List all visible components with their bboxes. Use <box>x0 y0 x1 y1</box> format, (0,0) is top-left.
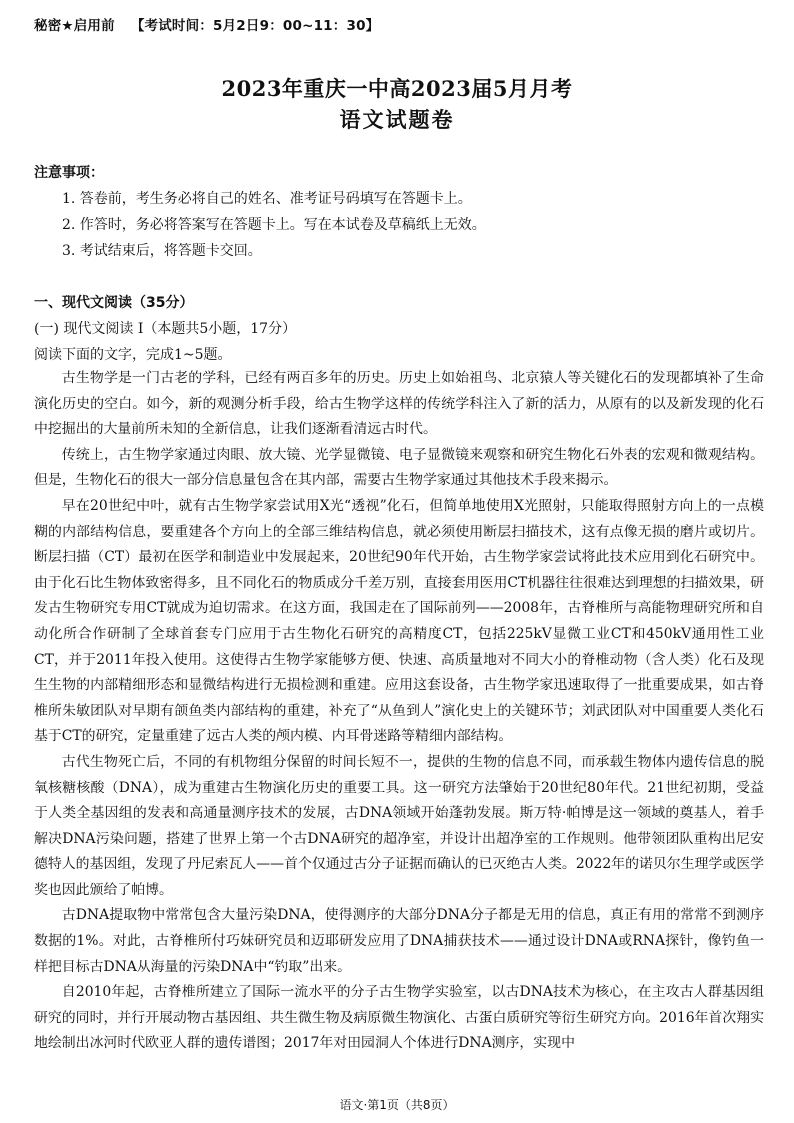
note-item: 2. 作答时，务必将答案写在答题卡上。写在本试卷及草稿纸上无效。 <box>62 217 486 233</box>
page-footer: 语文·第1页（共8页） <box>339 1098 455 1112</box>
note-item: 1. 答卷前，考生务必将自己的姓名、准考证号码填写在答题卡上。 <box>62 191 472 207</box>
notes-heading: 注意事项： <box>34 165 104 181</box>
exam-subtitle: 语文试题卷 <box>339 107 455 132</box>
passage-paragraph: 早在20世纪中叶，就有古生物学家尝试用X光“透视”化石，但简单地使用X光照射，只能取得照射方向上的一点模糊的内部结构信息，要重建各个方向上的全部三维结构信息，就必须使用断层扫描技术，这有点像无损的磨片或切片。断层扫描（CT）最初在医学和制造业中发展起来，20世纪90年代开始，古生物学家尝试将此技术应用到化石研究中。由于化石比生物体致密得多，且不同化石的物质成分千差万别，直接套用医用CT机器往往很难达到理想的扫描效果，研发古生物研究专用CT就成为迫切需求。在这方面，我国走在了国际前列——2008年，古脊椎所与高能物理研究所和自动化所合作研制了全球首套专门应用于古生物化石研究的高精度CT，包括225kV显微工业CT和450kV通用性工业CT，并于2011年投入使用。这使得古生物学家能够方便、快速、高质量地对不同大小的脊椎动物（含人类）化石及现生生物的内部精细形态和显微结构进行无损检测和重建。应用这套设备，古生物学家迅速取得了一批重要成果，如古脊椎所朱敏团队对早期有颌鱼类内部结构的重建，补充了“从鱼到人”演化史上的关键环节；刘武团队对中国重要人类化石基于CT的研究，定量重建了远古人类的颅内模、内耳骨迷路等精细内部结构。 <box>34 497 764 745</box>
exam-header <box>34 14 379 34</box>
note-item: 3. 考试结束后，将答题卡交回。 <box>62 243 262 259</box>
exam-title: 2023年重庆一中高2023届5月月考 <box>221 76 573 101</box>
subsection-heading: (一) 现代文阅读 I（本题共5小题，17分） <box>34 321 297 337</box>
passage-paragraph: 古生物学是一门古老的学科，已经有两百多年的历史。历史上如始祖鸟、北京猿人等关键化石的发现都填补了生命演化历史的空白。如今，新的观测分析手段，给古生物学这样的传统学科注入了新的活力，从原有的以及新发现的化石中挖掘出的大量前所未知的全新信息，让我们逐渐看清远古时代。 <box>34 370 764 438</box>
passage-paragraph: 传统上，古生物学家通过肉眼、放大镜、光学显微镜、电子显微镜来观察和研究生物化石外表的宏观和微观结构。但是，生物化石的很大一部分信息量包含在其内部，需要古生物学家通过其他技术手段来揭示。 <box>34 446 764 489</box>
reading-passage <box>34 366 764 1057</box>
exam-time: 【考试时间：5月2日9：00~11：30】 <box>130 18 380 34</box>
passage-paragraph: 自2010年起，古脊椎所建立了国际一流水平的分子古生物学实验室，以古DNA技术为核心，在主攻古人群基因组研究的同时，并行开展动物古基因组、共生微生物及病原微生物演化、古蛋白质研究等衍生研究方向。2016年首次翔实地绘制出冰河时代欧亚人群的遗传谱图；2017年对田园洞人个体进行DNA测序，实现中 <box>34 984 764 1052</box>
passage-paragraph: 古DNA提取物中常常包含大量污染DNA，使得测序的大部分DNA分子都是无用的信息，真正有用的常常不到测序数据的1%。对此，古脊椎所付巧妹研究员和迈耶研发应用了DNA捕获技术——通过设计DNA或RNA探针，像钓鱼一样把目标古DNA从海量的污染DNA中“钓取”出来。 <box>34 907 764 975</box>
passage-paragraph: 古代生物死亡后，不同的有机物组分保留的时间长短不一，提供的生物的信息不同，而承载生物体内遗传信息的脱氧核糖核酸（DNA），成为重建古生物演化历史的重要工具。这一研究方法肇始于20世纪80年代。21世纪初期，受益于人类全基因组的发表和高通量测序技术的发展，古DNA领域开始蓬勃发展。斯万特·帕博是这一领域的奠基人，着手解决DNA污染问题，搭建了世界上第一个古DNA研究的超净室，并设计出超净室的工作规则。他带领团队重构出尼安德特人的基因组，发现了丹尼索瓦人——首个仅通过古分子证据而确认的已灭绝古人类。2022年的诺贝尔生理学或医学奖也因此颁给了帕博。 <box>34 753 764 898</box>
reading-instruction: 阅读下面的文字，完成1~5题。 <box>34 347 232 363</box>
confidential-mark: 秘密★启用前 <box>34 18 115 34</box>
section-heading: 一、现代文阅读（35分） <box>34 295 194 311</box>
